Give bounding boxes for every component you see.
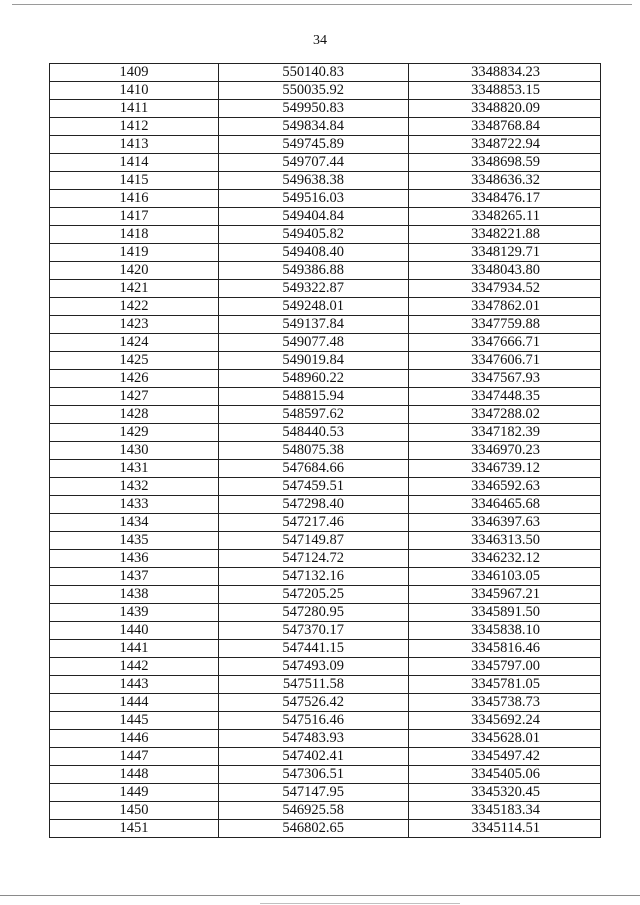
table-row (50, 298, 601, 316)
point-number-cell: 1449 (50, 784, 219, 802)
x-coordinate-cell: 547132.16 (219, 568, 409, 586)
x-coordinate-cell: 549322.87 (219, 280, 409, 298)
x-coordinate-cell: 547217.46 (219, 514, 409, 532)
x-coordinate-cell: 547205.25 (219, 586, 409, 604)
table-row (50, 316, 601, 334)
table-row (50, 244, 601, 262)
y-coordinate-cell: 3348043.80 (409, 262, 601, 280)
x-coordinate-cell: 548815.94 (219, 388, 409, 406)
table-row (50, 496, 601, 514)
y-coordinate-cell: 3345781.05 (409, 676, 601, 694)
point-number-cell: 1426 (50, 370, 219, 388)
y-coordinate-cell: 3348129.71 (409, 244, 601, 262)
table-row (50, 694, 601, 712)
table-row (50, 766, 601, 784)
x-coordinate-cell: 549638.38 (219, 172, 409, 190)
x-coordinate-cell: 548075.38 (219, 442, 409, 460)
table-row (50, 352, 601, 370)
x-coordinate-cell: 549404.84 (219, 208, 409, 226)
table-row (50, 712, 601, 730)
point-number-cell: 1421 (50, 280, 219, 298)
y-coordinate-cell: 3348722.94 (409, 136, 601, 154)
y-coordinate-cell: 3346739.12 (409, 460, 601, 478)
x-coordinate-cell: 549707.44 (219, 154, 409, 172)
table-row (50, 82, 601, 100)
table-row (50, 820, 601, 838)
y-coordinate-cell: 3345628.01 (409, 730, 601, 748)
y-coordinate-cell: 3348768.84 (409, 118, 601, 136)
y-coordinate-cell: 3347567.93 (409, 370, 601, 388)
point-number-cell: 1410 (50, 82, 219, 100)
y-coordinate-cell: 3345891.50 (409, 604, 601, 622)
table-row (50, 172, 601, 190)
table-row (50, 262, 601, 280)
point-number-cell: 1416 (50, 190, 219, 208)
table-row (50, 190, 601, 208)
point-number-cell: 1445 (50, 712, 219, 730)
point-number-cell: 1431 (50, 460, 219, 478)
table-row (50, 64, 601, 82)
table-row (50, 514, 601, 532)
x-coordinate-cell: 549137.84 (219, 316, 409, 334)
y-coordinate-cell: 3348820.09 (409, 100, 601, 118)
table-row (50, 100, 601, 118)
table-row (50, 424, 601, 442)
x-coordinate-cell: 549516.03 (219, 190, 409, 208)
y-coordinate-cell: 3345797.00 (409, 658, 601, 676)
x-coordinate-cell: 547147.95 (219, 784, 409, 802)
table-row (50, 460, 601, 478)
table-row (50, 118, 601, 136)
y-coordinate-cell: 3347759.88 (409, 316, 601, 334)
x-coordinate-cell: 549408.40 (219, 244, 409, 262)
x-coordinate-cell: 547280.95 (219, 604, 409, 622)
point-number-cell: 1440 (50, 622, 219, 640)
table-row (50, 550, 601, 568)
x-coordinate-cell: 547306.51 (219, 766, 409, 784)
table-row (50, 568, 601, 586)
y-coordinate-cell: 3345320.45 (409, 784, 601, 802)
point-number-cell: 1439 (50, 604, 219, 622)
point-number-cell: 1415 (50, 172, 219, 190)
x-coordinate-cell: 549248.01 (219, 298, 409, 316)
point-number-cell: 1417 (50, 208, 219, 226)
x-coordinate-cell: 548597.62 (219, 406, 409, 424)
y-coordinate-cell: 3346970.23 (409, 442, 601, 460)
point-number-cell: 1438 (50, 586, 219, 604)
x-coordinate-cell: 549386.88 (219, 262, 409, 280)
table-row (50, 784, 601, 802)
point-number-cell: 1444 (50, 694, 219, 712)
x-coordinate-cell: 547493.09 (219, 658, 409, 676)
coordinates-table-body (50, 64, 601, 838)
y-coordinate-cell: 3346313.50 (409, 532, 601, 550)
table-row (50, 658, 601, 676)
y-coordinate-cell: 3345692.24 (409, 712, 601, 730)
point-number-cell: 1418 (50, 226, 219, 244)
table-row (50, 586, 601, 604)
top-scan-edge (12, 4, 632, 5)
point-number-cell: 1428 (50, 406, 219, 424)
x-coordinate-cell: 549950.83 (219, 100, 409, 118)
x-coordinate-cell: 547149.87 (219, 532, 409, 550)
x-coordinate-cell: 549019.84 (219, 352, 409, 370)
bottom-scan-edge (0, 895, 640, 896)
bottom-scan-edge-secondary (260, 903, 460, 904)
y-coordinate-cell: 3348636.32 (409, 172, 601, 190)
y-coordinate-cell: 3347606.71 (409, 352, 601, 370)
y-coordinate-cell: 3347182.39 (409, 424, 601, 442)
y-coordinate-cell: 3346397.63 (409, 514, 601, 532)
point-number-cell: 1443 (50, 676, 219, 694)
table-row (50, 442, 601, 460)
point-number-cell: 1441 (50, 640, 219, 658)
y-coordinate-cell: 3347934.52 (409, 280, 601, 298)
point-number-cell: 1433 (50, 496, 219, 514)
y-coordinate-cell: 3347448.35 (409, 388, 601, 406)
table-row (50, 154, 601, 172)
y-coordinate-cell: 3348853.15 (409, 82, 601, 100)
table-row (50, 136, 601, 154)
x-coordinate-cell: 547483.93 (219, 730, 409, 748)
table-row (50, 730, 601, 748)
y-coordinate-cell: 3345405.06 (409, 766, 601, 784)
point-number-cell: 1425 (50, 352, 219, 370)
point-number-cell: 1447 (50, 748, 219, 766)
y-coordinate-cell: 3347862.01 (409, 298, 601, 316)
x-coordinate-cell: 549834.84 (219, 118, 409, 136)
point-number-cell: 1451 (50, 820, 219, 838)
x-coordinate-cell: 547124.72 (219, 550, 409, 568)
y-coordinate-cell: 3348221.88 (409, 226, 601, 244)
y-coordinate-cell: 3346103.05 (409, 568, 601, 586)
point-number-cell: 1436 (50, 550, 219, 568)
x-coordinate-cell: 547511.58 (219, 676, 409, 694)
table-row (50, 748, 601, 766)
table-row (50, 388, 601, 406)
point-number-cell: 1419 (50, 244, 219, 262)
x-coordinate-cell: 549077.48 (219, 334, 409, 352)
y-coordinate-cell: 3346465.68 (409, 496, 601, 514)
x-coordinate-cell: 547459.51 (219, 478, 409, 496)
table-row (50, 640, 601, 658)
y-coordinate-cell: 3345738.73 (409, 694, 601, 712)
point-number-cell: 1423 (50, 316, 219, 334)
page-number: 34 (313, 33, 327, 48)
coordinates-table (49, 63, 601, 838)
point-number-cell: 1446 (50, 730, 219, 748)
table-row (50, 280, 601, 298)
y-coordinate-cell: 3348834.23 (409, 64, 601, 82)
point-number-cell: 1448 (50, 766, 219, 784)
y-coordinate-cell: 3347288.02 (409, 406, 601, 424)
y-coordinate-cell: 3345816.46 (409, 640, 601, 658)
point-number-cell: 1442 (50, 658, 219, 676)
x-coordinate-cell: 550140.83 (219, 64, 409, 82)
point-number-cell: 1434 (50, 514, 219, 532)
x-coordinate-cell: 547526.42 (219, 694, 409, 712)
point-number-cell: 1422 (50, 298, 219, 316)
table-row (50, 622, 601, 640)
point-number-cell: 1437 (50, 568, 219, 586)
table-row (50, 478, 601, 496)
y-coordinate-cell: 3348698.59 (409, 154, 601, 172)
table-row (50, 532, 601, 550)
x-coordinate-cell: 549405.82 (219, 226, 409, 244)
point-number-cell: 1430 (50, 442, 219, 460)
point-number-cell: 1412 (50, 118, 219, 136)
table-row (50, 370, 601, 388)
table-row (50, 334, 601, 352)
y-coordinate-cell: 3348265.11 (409, 208, 601, 226)
y-coordinate-cell: 3345114.51 (409, 820, 601, 838)
table-row (50, 802, 601, 820)
point-number-cell: 1432 (50, 478, 219, 496)
x-coordinate-cell: 549745.89 (219, 136, 409, 154)
point-number-cell: 1435 (50, 532, 219, 550)
table-row (50, 226, 601, 244)
y-coordinate-cell: 3347666.71 (409, 334, 601, 352)
x-coordinate-cell: 547516.46 (219, 712, 409, 730)
point-number-cell: 1413 (50, 136, 219, 154)
y-coordinate-cell: 3345967.21 (409, 586, 601, 604)
point-number-cell: 1450 (50, 802, 219, 820)
y-coordinate-cell: 3348476.17 (409, 190, 601, 208)
table-row (50, 676, 601, 694)
x-coordinate-cell: 547441.15 (219, 640, 409, 658)
y-coordinate-cell: 3346232.12 (409, 550, 601, 568)
x-coordinate-cell: 548960.22 (219, 370, 409, 388)
point-number-cell: 1411 (50, 100, 219, 118)
y-coordinate-cell: 3345183.34 (409, 802, 601, 820)
point-number-cell: 1420 (50, 262, 219, 280)
y-coordinate-cell: 3346592.63 (409, 478, 601, 496)
x-coordinate-cell: 547402.41 (219, 748, 409, 766)
x-coordinate-cell: 546802.65 (219, 820, 409, 838)
x-coordinate-cell: 546925.58 (219, 802, 409, 820)
table-row (50, 208, 601, 226)
point-number-cell: 1409 (50, 64, 219, 82)
x-coordinate-cell: 547298.40 (219, 496, 409, 514)
point-number-cell: 1429 (50, 424, 219, 442)
point-number-cell: 1427 (50, 388, 219, 406)
x-coordinate-cell: 547684.66 (219, 460, 409, 478)
table-row (50, 604, 601, 622)
x-coordinate-cell: 548440.53 (219, 424, 409, 442)
y-coordinate-cell: 3345497.42 (409, 748, 601, 766)
y-coordinate-cell: 3345838.10 (409, 622, 601, 640)
x-coordinate-cell: 547370.17 (219, 622, 409, 640)
x-coordinate-cell: 550035.92 (219, 82, 409, 100)
table-row (50, 406, 601, 424)
point-number-cell: 1414 (50, 154, 219, 172)
point-number-cell: 1424 (50, 334, 219, 352)
